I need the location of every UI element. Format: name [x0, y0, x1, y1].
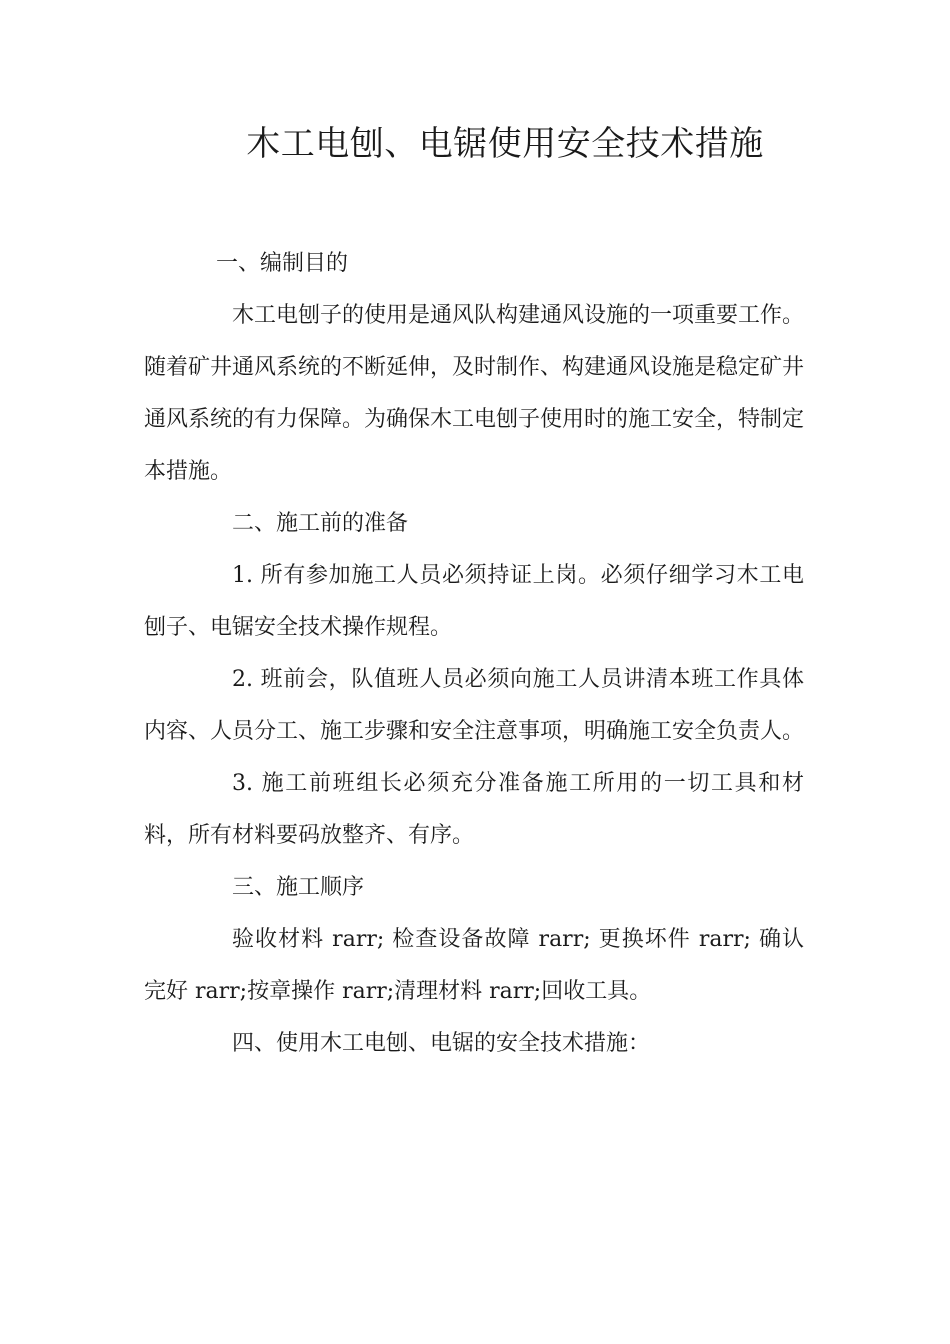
paragraph-item-3: 3. 施工前班组长必须充分准备施工所用的一切工具和材料，所有材料要码放整齐、有序。 — [144, 771, 804, 848]
section-heading-sequence: 三、施工顺序 — [232, 875, 365, 900]
paragraph-item-1: 1. 所有参加施工人员必须持证上岗。必须仔细学习木工电刨子、电锯安全技术操作规程。 — [144, 563, 804, 640]
section-heading-purpose: 一、编制目的 — [216, 251, 349, 276]
section-heading-measures: 四、使用木工电刨、电锯的安全技术措施： — [232, 1031, 651, 1056]
document-title: 木工电刨、电锯使用安全技术措施 — [246, 124, 764, 164]
document-body — [144, 238, 804, 1070]
section-heading-preparation: 二、施工前的准备 — [232, 511, 409, 536]
paragraph-item-2: 2. 班前会，队值班人员必须向施工人员讲清本班工作具体内容、人员分工、施工步骤和安全注意事项，明确施工安全负责人。 — [144, 667, 805, 744]
paragraph-purpose: 木工电刨子的使用是通风队构建通风设施的一项重要工作。随着矿井通风系统的不断延伸，及时制作、构建通风设施是稳定矿井通风系统的有力保障。为确保木工电刨子使用时的施工安全，特制定本措施。 — [144, 303, 805, 484]
paragraph-sequence: 验收材料 rarr; 检查设备故障 rarr; 更换坏件 rarr; 确认完好 rarr;按章操作 rarr;清理材料 rarr;回收工具。 — [144, 927, 804, 1004]
